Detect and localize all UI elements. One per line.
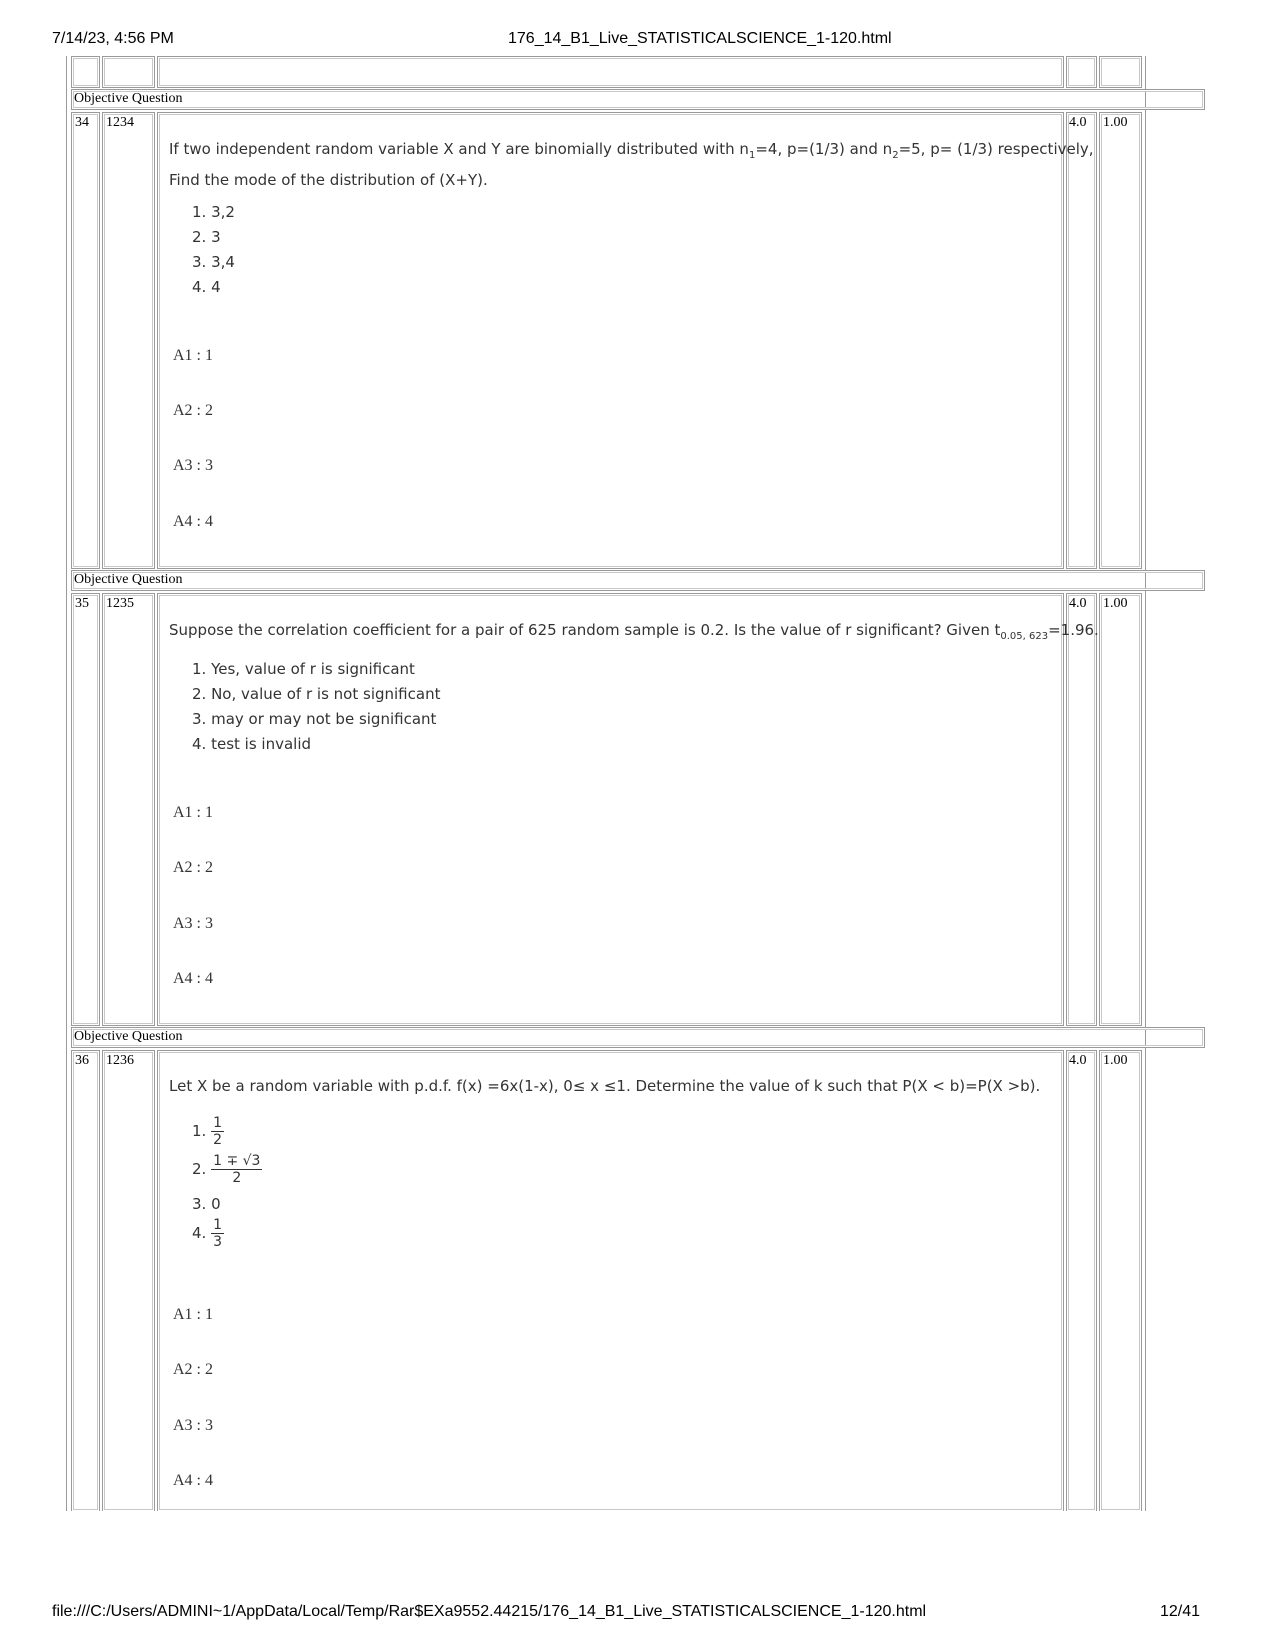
question-number-cell xyxy=(71,593,100,1026)
answer-key: A4 : 4 xyxy=(173,1472,213,1489)
answer-key: A3 : 3 xyxy=(173,457,213,474)
option-item: 1. 3,2 xyxy=(192,203,235,221)
option-item: 4. $\frac{1}{3}$ xyxy=(192,1217,223,1250)
fraction: $\frac{1}{2}$ xyxy=(213,1115,223,1148)
option-item: 2. No, value of r is not significant xyxy=(192,685,441,703)
cont-cell-neg xyxy=(1099,56,1142,88)
section-label: Objective Question xyxy=(71,570,1205,591)
option-item: 3. 0 xyxy=(192,1195,221,1213)
cont-cell-marks xyxy=(1066,56,1097,88)
print-file-path: file:///C:/Users/ADMINI~1/AppData/Local/Temp/Rar$EXa9552.44215/176_14_B1_Live_STATISTICALSCIENCE_1-120.html xyxy=(52,1603,927,1620)
option-item: 2. $\frac{1 \mp √3}{2}$ xyxy=(192,1153,261,1186)
question-id: 1235 xyxy=(106,596,134,611)
options-list xyxy=(192,657,440,757)
question-number: 34 xyxy=(75,115,89,130)
answer-key: A4 : 4 xyxy=(173,513,213,530)
negative-marks: 1.00 xyxy=(1103,115,1128,130)
options-list xyxy=(192,200,235,300)
question-body-cell xyxy=(157,1050,1064,1511)
section-label: Objective Question xyxy=(71,1027,1205,1048)
answer-key: A4 : 4 xyxy=(173,970,213,987)
question-number: 36 xyxy=(75,1053,89,1068)
question-id-cell xyxy=(102,112,155,569)
question-number: 35 xyxy=(75,596,89,611)
option-item: 4. 4 xyxy=(192,278,221,296)
negative-marks-cell xyxy=(1099,593,1142,1026)
page-number: 12/41 xyxy=(1160,1603,1201,1620)
print-title: 176_14_B1_Live_STATISTICALSCIENCE_1-120.html xyxy=(508,30,892,47)
answer-key: A2 : 2 xyxy=(173,402,213,419)
marks: 4.0 xyxy=(1069,115,1087,130)
cont-cell-id xyxy=(102,56,155,88)
negative-marks: 1.00 xyxy=(1103,596,1128,611)
question-text: If two independent random variable X and Y are binomially distributed with $n_1=4$, p=(1/3) and $n_2=5$, p= (1/3) respectively, Find the mode of the distribution of (X+Y). xyxy=(169,140,1094,189)
fraction: $\frac{1 \mp √3}{2}$ xyxy=(213,1153,261,1186)
cont-cell-body xyxy=(157,56,1064,88)
section-label: Objective Question xyxy=(71,89,1205,110)
question-text: Suppose the correlation coefficient for a pair of 625 random sample is 0.2. Is the value of r significant? Given $t_{0.05, 623}=1.96$. xyxy=(169,621,1099,642)
answer-key: A3 : 3 xyxy=(173,915,213,932)
table-left-border xyxy=(66,56,67,1511)
question-id-cell xyxy=(102,1050,155,1511)
marks: 4.0 xyxy=(1069,1053,1087,1068)
cont-cell-num xyxy=(71,56,100,88)
marks-cell xyxy=(1066,593,1097,1026)
fraction: $\frac{1}{3}$ xyxy=(213,1217,223,1250)
answer-key: A1 : 1 xyxy=(173,1306,213,1323)
answer-key: A1 : 1 xyxy=(173,347,213,364)
print-datetime: 7/14/23, 4:56 PM xyxy=(52,30,174,47)
table-right-border xyxy=(1145,56,1146,1511)
question-id-cell xyxy=(102,593,155,1026)
answer-key: A2 : 2 xyxy=(173,859,213,876)
option-item: 1. $\frac{1}{2}$ xyxy=(192,1115,223,1148)
marks-cell xyxy=(1066,1050,1097,1511)
option-item: 3. 3,4 xyxy=(192,253,235,271)
negative-marks: 1.00 xyxy=(1103,1053,1128,1068)
question-number-cell xyxy=(71,112,100,569)
option-item: 3. may or may not be significant xyxy=(192,710,437,728)
marks: 4.0 xyxy=(1069,596,1087,611)
negative-marks-cell xyxy=(1099,1050,1142,1511)
question-id: 1234 xyxy=(106,115,134,130)
answer-key: A3 : 3 xyxy=(173,1417,213,1434)
answer-key: A1 : 1 xyxy=(173,804,213,821)
question-number-cell xyxy=(71,1050,100,1511)
option-item: 1. Yes, value of r is significant xyxy=(192,660,415,678)
question-text: Let X be a random variable with p.d.f. f(x) =6x(1-x), 0≤ x ≤1. Determine the value of k such that P(X < b)=P(X >b). xyxy=(169,1077,1041,1095)
option-item: 2. 3 xyxy=(192,228,221,246)
option-item: 4. test is invalid xyxy=(192,735,312,753)
question-id: 1236 xyxy=(106,1053,134,1068)
answer-key: A2 : 2 xyxy=(173,1361,213,1378)
